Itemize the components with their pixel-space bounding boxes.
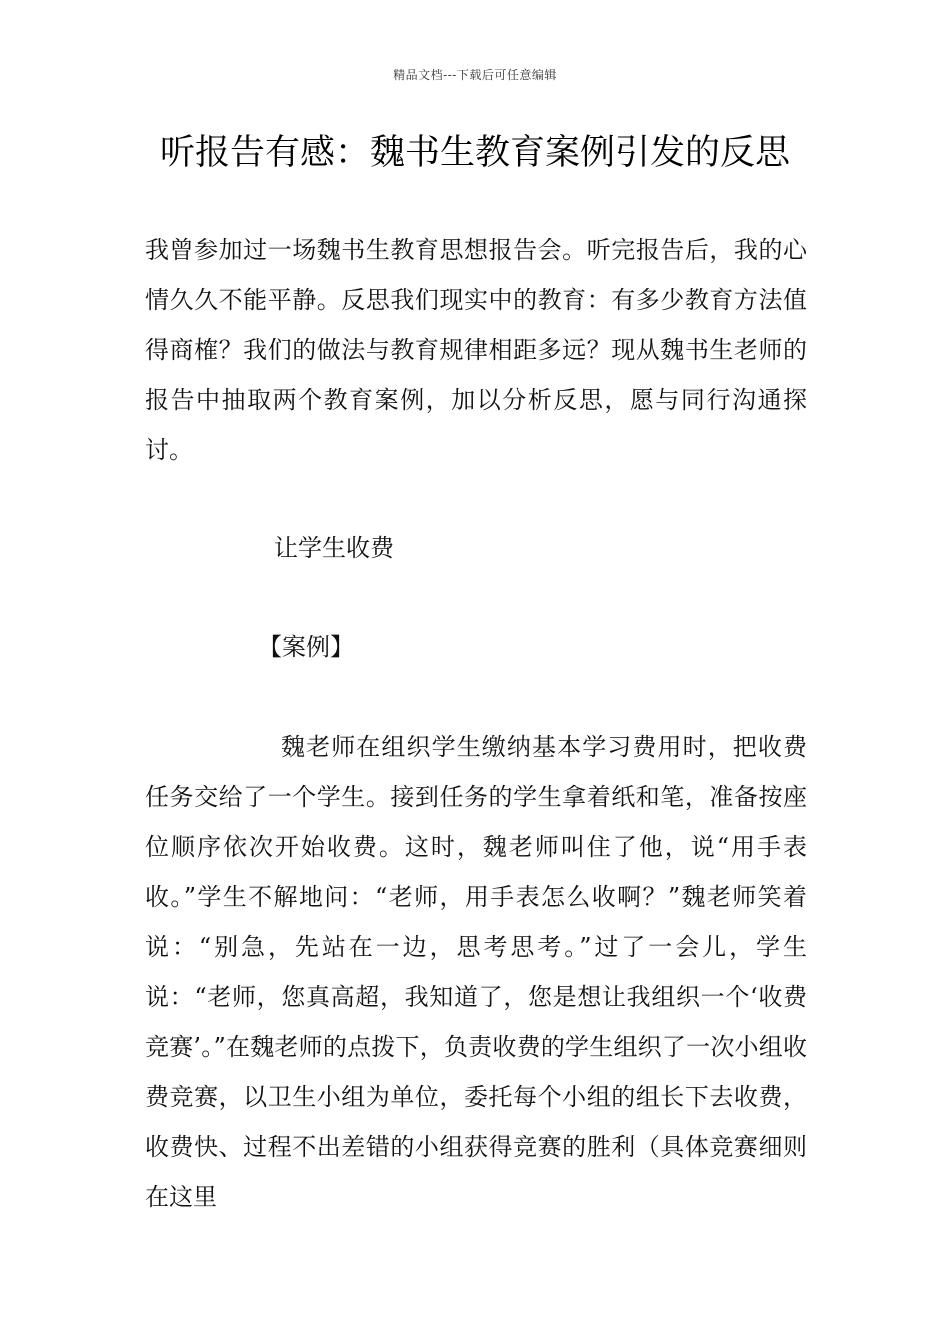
- case-label: 【案例】: [258, 633, 354, 661]
- document-title: 听报告有感：魏书生教育案例引发的反思: [159, 133, 790, 173]
- intro-paragraph: 我曾参加过一场魏书生教育思想报告会。听完报告后，我的心情久久不能平静。反思我们现实中的教育：有多少教育方法值得商榷？我们的做法与教育规律相距多远？现从魏书生老师的报告中抽取两个教育案例，加以分析反思，愿与同行沟通探讨。: [145, 236, 807, 464]
- section-heading: 让学生收费: [274, 534, 394, 562]
- header-note: 精品文档---下载后可任意编辑: [393, 68, 557, 82]
- case-paragraph: 魏老师在组织学生缴纳基本学习费用时，把收费任务交给了一个学生。接到任务的学生拿着纸和笔，准备按座位顺序依次开始收费。这时，魏老师叫住了他，说“用手表收。”学生不解地问：“老师，用手表怎么收啊？”魏老师笑着说：“别急，先站在一边，思考思考。”过了一会儿，学生说：“老师，您真高超，我知道了，您是想让我组织一个‘收费竞赛’。”在魏老师的点拨下，负责收费的学生组织了一次小组收费竞赛，以卫生小组为单位，委托每个小组的组长下去收费，收费快、过程不出差错的小组获得竞赛的胜利（具体竞赛细则在这里: [145, 733, 807, 1211]
